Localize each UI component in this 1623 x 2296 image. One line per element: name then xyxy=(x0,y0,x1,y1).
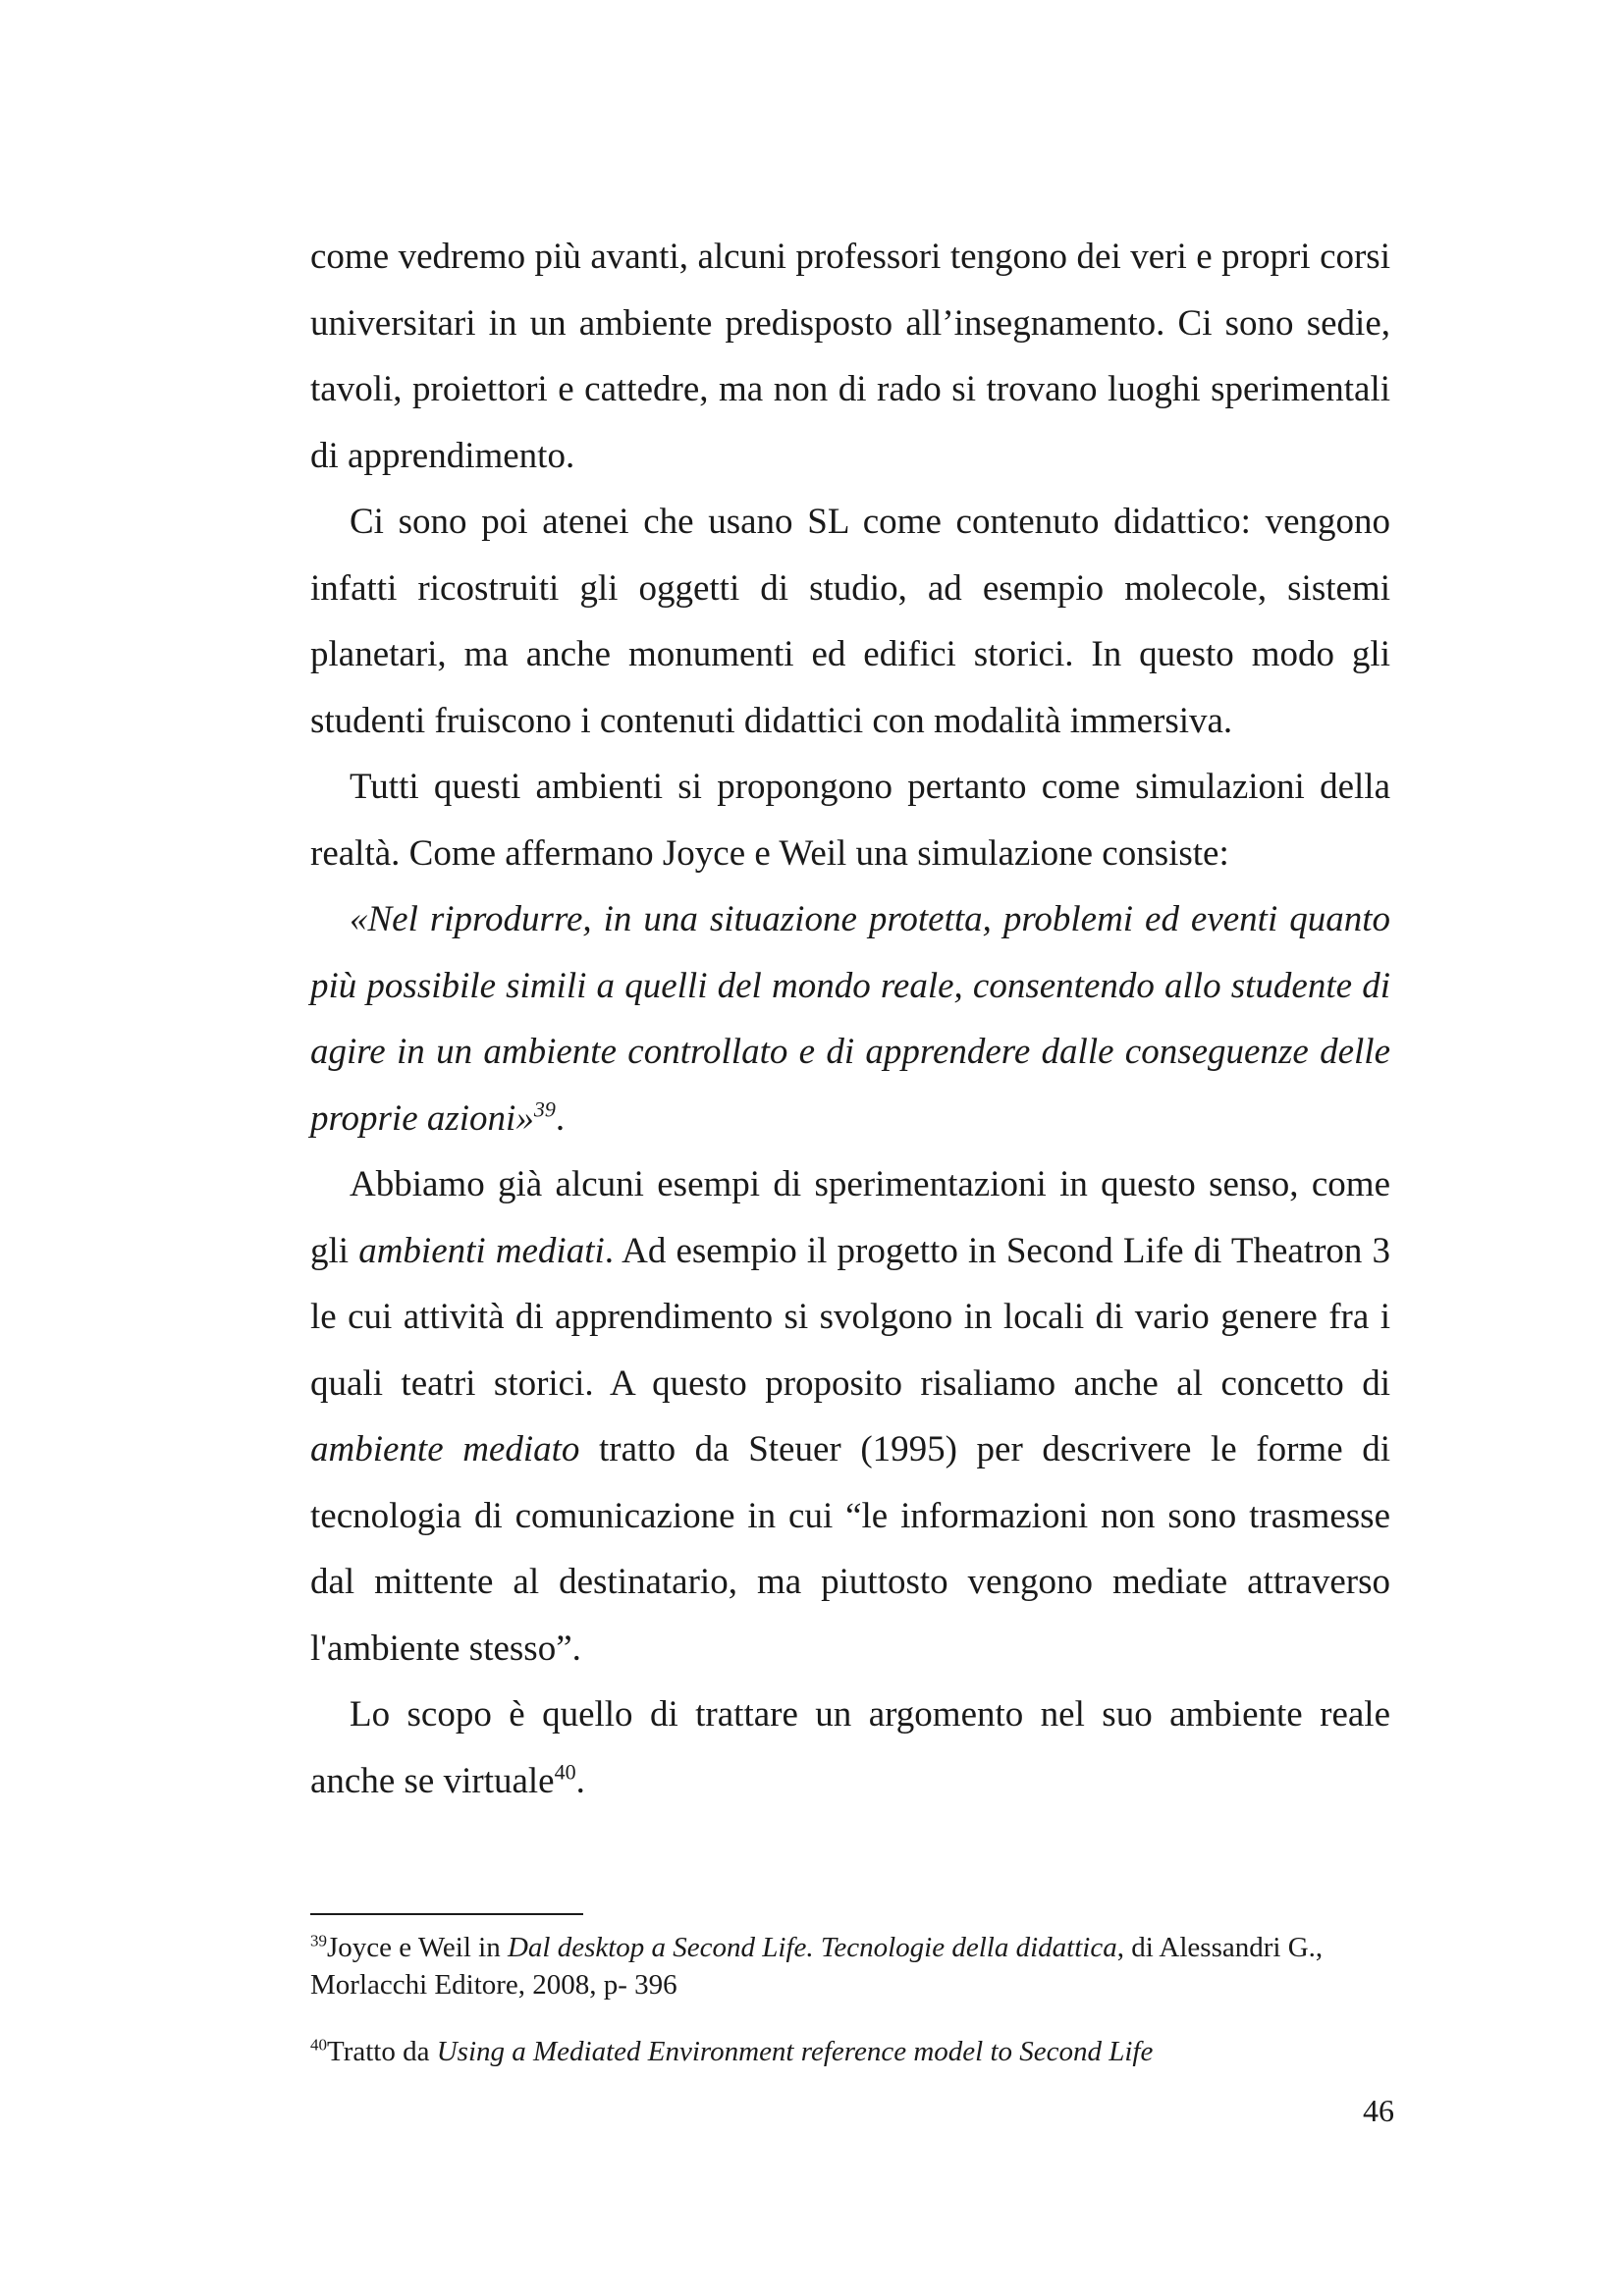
body-text xyxy=(310,224,1390,1814)
footnote-title: Dal desktop a Second Life. Tecnologie della didattica xyxy=(507,1932,1117,1963)
footnote-title: Using a Mediated Environment reference model to Second Life xyxy=(436,2036,1154,2067)
p6-tail: . xyxy=(575,1760,585,1801)
p5-text-c: . Ad esempio il progetto in Second Life di Theatron 3 le cui attività di apprendimento si svolgono in locali di vario genere fra i quali teatri storici. A questo proposito risaliamo anche al concetto di xyxy=(310,1230,1391,1404)
p5-text-e: tratto da Steuer (1995) per descrivere le forme di tecnologia di comunicazione in cui “le informazioni non sono trasmesse dal mittente al destinatario, ma piuttosto vengono mediate attraverso l'ambiente stesso”. xyxy=(310,1429,1390,1669)
p6-text: Lo scopo è quello di trattare un argomento nel suo ambiente reale anche se virtuale xyxy=(310,1694,1390,1801)
footnote-number: 40 xyxy=(310,2035,327,2055)
paragraph-sl-didactic-content: Ci sono poi atenei che usano SL come contenuto didattico: vengono infatti ricostruiti gli oggetti di studio, ad esempio molecole, sistemi planetari, ma anche monumenti ed edifici storici. In questo modo gli studenti fruiscono i contenuti didattici con modalità immersiva. xyxy=(310,502,1390,741)
footnote-ref-39[interactable]: 39 xyxy=(533,1096,556,1122)
footnote-text: Joyce e Weil in xyxy=(327,1932,508,1963)
paragraph-mediated-environments xyxy=(310,1151,1390,1682)
paragraph-continuation: come vedremo più avanti, alcuni professori tengono dei veri e propri corsi universitari in un ambiente predisposto all’insegnamento. Ci sono sedie, tavoli, proiettori e cattedre, ma non di rado si trovano luoghi sperimentali di apprendimento. xyxy=(310,237,1390,476)
quote-text: «Nel riprodurre, in una situazione protetta, problemi ed eventi quanto più possibile simili a quelli del mondo reale, consentendo allo studente di agire in un ambiente controllato e di apprendere dalle conseguenze delle proprie azioni» xyxy=(310,899,1390,1139)
paragraph-simulations: Tutti questi ambienti si propongono pertanto come simulazioni della realtà. Come affermano Joyce e Weil una simulazione consiste: xyxy=(310,767,1390,874)
footnote-40 xyxy=(310,2033,1390,2070)
page-number: 46 xyxy=(1363,2093,1394,2128)
footnote-number: 39 xyxy=(310,1931,327,1950)
footnotes xyxy=(310,1913,1390,2100)
footnote-text: Tratto da xyxy=(327,2036,437,2067)
paragraph-purpose xyxy=(310,1682,1390,1814)
quote-tail: . xyxy=(555,1097,566,1139)
p5-emphasis-ambiente-mediato: ambiente mediato xyxy=(310,1429,580,1469)
footnote-ref-40[interactable]: 40 xyxy=(554,1759,576,1785)
block-quote xyxy=(310,886,1390,1151)
p5-text-a: Abbiamo già alcuni esempi di sperimentazioni in questo senso, come gli xyxy=(310,1164,1390,1271)
footnote-separator xyxy=(310,1913,583,1915)
footnote-39 xyxy=(310,1929,1390,2003)
p5-emphasis-ambienti-mediati: ambienti mediati xyxy=(358,1230,605,1271)
footnote-text: , di Alessandri G., Morlacchi Editore, 2008, p- 396 xyxy=(310,1932,1324,2001)
